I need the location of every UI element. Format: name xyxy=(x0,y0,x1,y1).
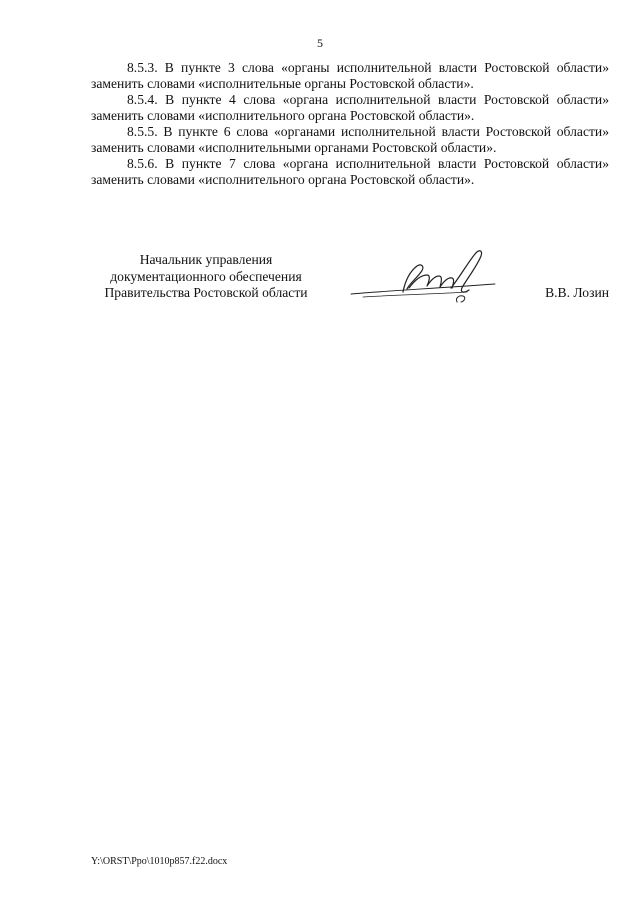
amendment-paragraph: 8.5.6. В пункте 7 слова «органа исполнительной власти Ростовской области» заменить словами «исполнительного органа Ростовской области». xyxy=(91,156,609,187)
signer-position xyxy=(91,252,321,302)
page-number: 5 xyxy=(317,36,323,50)
signer-position-line: Правительства Ростовской области xyxy=(104,285,308,300)
signer-position-line: документационного обеспечения xyxy=(110,268,302,284)
document-file-path: Y:\ORST\Ppo\1010p857.f22.docx xyxy=(91,856,228,867)
amendment-paragraph: 8.5.5. В пункте 6 слова «органами исполнительной власти Ростовской области» заменить словами «исполнительными органами Ростовской области». xyxy=(91,124,609,155)
signature-block xyxy=(91,252,609,312)
signer-position-line: Начальник управления xyxy=(139,252,273,267)
signer-name: В.В. Лозин xyxy=(545,285,609,300)
handwritten-signature xyxy=(345,242,505,308)
amendment-paragraph: 8.5.3. В пункте 3 слова «органы исполнительной власти Ростовской области» заменить словами «исполнительные органы Ростовской области». xyxy=(91,60,609,91)
amendment-paragraph: 8.5.4. В пункте 4 слова «органа исполнительной власти Ростовской области» заменить словами «исполнительного органа Ростовской области». xyxy=(91,92,609,123)
amendments-list xyxy=(91,60,609,188)
